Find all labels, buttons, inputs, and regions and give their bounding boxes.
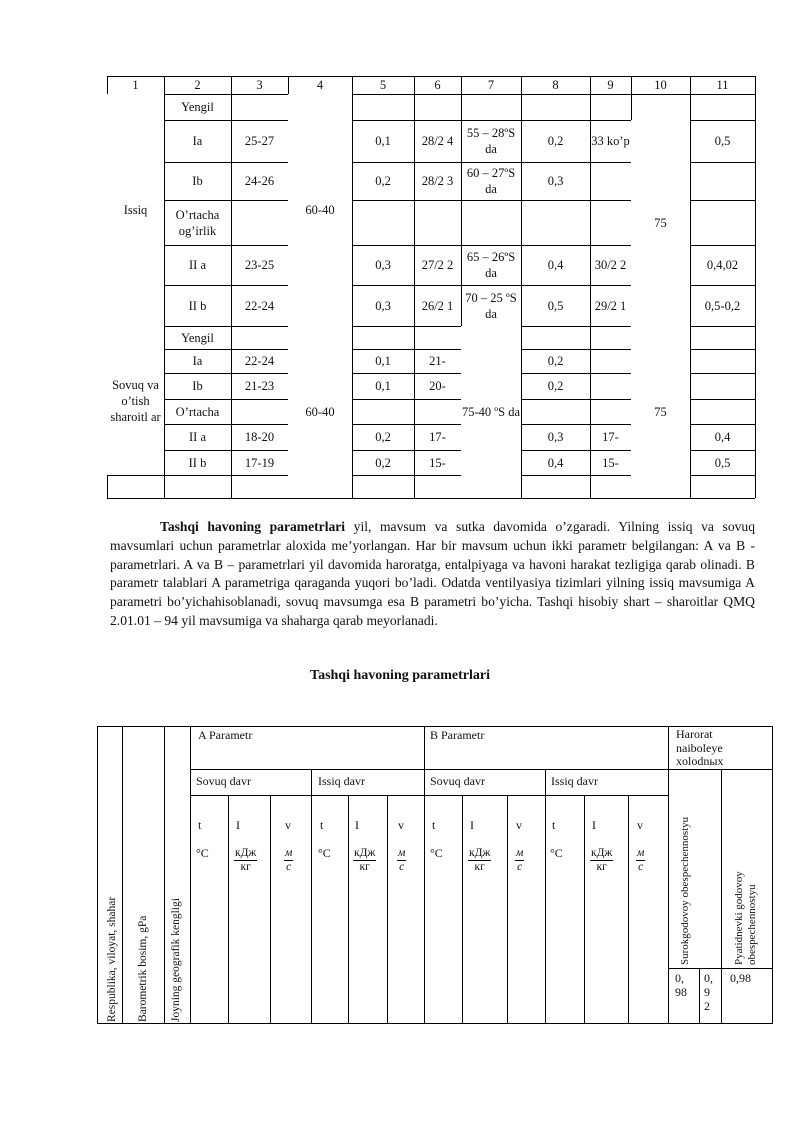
header-5: 5 — [379, 78, 387, 92]
sovuq-row-5-c8: 0,3 — [547, 430, 564, 444]
i-unit-top: кДж — [354, 847, 376, 859]
v-unit-top: м — [398, 847, 406, 859]
a-issiq-v-unit — [397, 847, 406, 874]
b-issiq-i-unit — [590, 847, 613, 874]
issiq-row-2-c8: 0,2 — [547, 134, 564, 148]
b-sovuq-davr: Sovuq davr — [430, 774, 485, 788]
issiq-row-4-c2: O’rtacha og’irlik — [175, 207, 220, 238]
v-unit-bottom: с — [517, 861, 523, 873]
body-paragraph — [110, 518, 755, 631]
sovuq-row-5-c5: 0,2 — [375, 430, 391, 444]
issiq-c4: 60-40 — [288, 94, 352, 326]
issiq-row-1-c2: Yengil — [181, 100, 214, 114]
a-issiq-i-unit — [353, 847, 376, 874]
issiq-row-3-c6: 28/2 3 — [421, 174, 454, 188]
sovuq-row-5-c6: 17- — [429, 430, 446, 444]
v-unit-top: м — [637, 847, 645, 859]
sovuq-row-2-c5: 0,1 — [375, 354, 391, 368]
sovuq-row-2-c8: 0,2 — [547, 354, 564, 368]
i-unit-top: кДж — [469, 847, 491, 859]
sutok-header: Surokgodovoy obespechennostyu — [679, 816, 691, 965]
b-issiq-t: t — [552, 818, 556, 832]
sovuq-row-5-c9: 17- — [602, 430, 619, 444]
i-unit-bottom: кг — [359, 861, 370, 873]
issiq-row-5-c7: 65 – 26ºS da — [466, 250, 516, 280]
issiq-row-6-c11: 0,5-0,2 — [704, 298, 741, 313]
b-issiq-davr: Issiq davr — [551, 774, 598, 788]
issiq-row-5-c9: 30/2 2 — [594, 258, 627, 272]
sovuq-row-6-c9: 15- — [602, 455, 619, 470]
param-b: B Parametr — [430, 728, 485, 742]
issiq-row-3-c8: 0,3 — [547, 174, 564, 188]
v-unit-bottom: с — [399, 861, 405, 873]
b-issiq-v: v — [637, 818, 643, 832]
issiq-row-3-c2: Ib — [192, 174, 203, 188]
issiq-row-5-c11: 0,4,02 — [706, 258, 739, 272]
issiq-row-5-c2: II a — [189, 258, 206, 272]
a-sovuq-v-unit — [284, 847, 293, 874]
header-3: 3 — [256, 78, 263, 92]
header-9: 9 — [607, 78, 614, 92]
a-issiq-t: t — [320, 818, 324, 832]
v-unit-top: м — [516, 847, 524, 859]
sovuq-row-3-c6: 20- — [429, 379, 446, 393]
sovuq-row-6-c6: 15- — [429, 455, 446, 470]
sovuq-c4: 60-40 — [288, 326, 352, 498]
value-098b: 0,98 — [730, 971, 751, 985]
b-sovuq-t: t — [432, 818, 436, 832]
issiq-row-2-c7: 55 – 28ºS da — [466, 126, 516, 156]
value-098: 0, 98 — [675, 971, 687, 999]
i-unit-top: кДж — [591, 847, 613, 859]
i-unit-top: кДж — [235, 847, 257, 859]
sovuq-c10: 75 — [631, 326, 690, 498]
issiq-row-6-c3: 22-24 — [244, 298, 275, 313]
a-issiq-i: I — [355, 818, 359, 832]
v-unit-top: м — [285, 847, 293, 859]
issiq-row-2-c2: Ia — [192, 134, 203, 148]
issiq-row-2-c3: 25-27 — [244, 134, 275, 148]
a-sovuq-i: I — [236, 818, 240, 832]
col-latitude: Joyning geografik kengligi — [170, 898, 182, 1022]
issiq-row-6-c6: 26/2 1 — [421, 298, 454, 313]
b-issiq-t-unit: °C — [550, 846, 563, 860]
sovuq-row-5-c2: II a — [189, 430, 206, 444]
v-unit-bottom: с — [286, 861, 292, 873]
issiq-row-2-c6: 28/2 4 — [421, 134, 454, 148]
issiq-row-6-c7: 70 – 25 ºS da — [465, 290, 517, 321]
issiq-row-5-c6: 27/2 2 — [421, 258, 454, 272]
issiq-row-2-c5: 0,1 — [375, 134, 391, 148]
issiq-c10: 75 — [631, 120, 690, 326]
issiq-row-5-c5: 0,3 — [375, 258, 391, 272]
harorat-header: Harorat naiboleye xolodnых — [676, 727, 724, 768]
a-issiq-t-unit: °C — [318, 846, 331, 860]
sovuq-label: Sovuq va o’tish sharoitl ar — [107, 326, 164, 475]
header-6: 6 — [434, 78, 441, 92]
issiq-row-3-c5: 0,2 — [375, 174, 391, 188]
sovuq-row-2-c2: Ia — [192, 354, 203, 368]
value-092: 0, 9 2 — [704, 971, 713, 1013]
a-sovuq-t-unit: °C — [196, 846, 209, 860]
header-2: 2 — [194, 78, 201, 92]
sovuq-row-6-c11: 0,5 — [714, 455, 731, 470]
issiq-row-2-c9: 33 ko’p — [591, 134, 630, 148]
b-issiq-v-unit — [636, 847, 645, 874]
header-10: 10 — [654, 78, 667, 92]
issiq-row-6-c5: 0,3 — [375, 298, 391, 313]
header-11: 11 — [716, 78, 729, 92]
b-issiq-i: I — [592, 818, 596, 832]
b-sovuq-v-unit — [515, 847, 524, 874]
sovuq-row-5-c11: 0,4 — [714, 430, 731, 444]
i-unit-bottom: кг — [596, 861, 607, 873]
issiq-row-3-c7: 60 – 27ºS da — [466, 166, 516, 196]
issiq-row-6-c2: II b — [188, 298, 207, 313]
issiq-row-3-c3: 24-26 — [244, 174, 275, 188]
sovuq-row-5-c3: 18-20 — [244, 430, 275, 444]
a-sovuq-i-unit — [234, 847, 257, 874]
sovuq-row-2-c6: 21- — [429, 354, 446, 368]
sovuq-row-1-c2: Yengil — [181, 330, 214, 345]
issiq-label: Issiq — [107, 94, 164, 326]
header-7: 7 — [487, 78, 495, 92]
header-1: 1 — [132, 78, 139, 92]
sovuq-row-3-c3: 21-23 — [244, 379, 275, 393]
v-unit-bottom: с — [638, 861, 644, 873]
sovuq-row-6-c2: II b — [188, 455, 207, 470]
b-sovuq-i-unit — [468, 847, 491, 874]
paragraph-text: yil, mavsum va sutka davomida o’zgaradi. Yilning issiq va sovuq mavsumlari uchun parametrlar aloxida me’yorlangan. Har bir mavsum uchun ikki parametr belgilangan: A va B - parametrlari. A va B – parametrlari yil davomida haroratga, entalpiyaga va havoni harakat tezligiga qarab olinadi. B parametr talablari A parametriga qaraganda yuqori bo’ladi. Odatda ventilyasiya tizimlari yilning issiq mavsumiga A parametri bo’yichahisoblanadi, sovuq mavsumga esa B parametri bo’yicha. Tashqi hisobiy shart – sharoitlar QMQ 2.01.01 – 94 yil mavsumiga va shaharga qarab meyorlanadi. — [110, 519, 756, 628]
sovuq-row-3-c5: 0,1 — [375, 379, 391, 393]
issiq-row-6-c9: 29/2 1 — [594, 298, 627, 313]
col-pressure: Barometrik bosim, gPa — [137, 915, 149, 1022]
issiq-row-2-c11: 0,5 — [714, 134, 731, 148]
issiq-row-5-c8: 0,4 — [547, 258, 564, 272]
param-a: A Parametr — [198, 728, 253, 742]
sovuq-row-3-c2: Ib — [192, 379, 203, 393]
header-8: 8 — [552, 78, 559, 92]
i-unit-bottom: кг — [474, 861, 485, 873]
sovuq-row-6-c3: 17-19 — [244, 455, 275, 470]
sovuq-row-3-c8: 0,2 — [547, 379, 564, 393]
sovuq-c7: 75-40 ºS da — [461, 326, 521, 498]
a-issiq-davr: Issiq davr — [318, 774, 365, 788]
paragraph-lead: Tashqi havoning parametrlari — [160, 519, 346, 534]
col-region: Respublika, viloyat, shahar — [106, 896, 118, 1022]
b-sovuq-t-unit: °C — [430, 846, 443, 860]
sovuq-row-6-c8: 0,4 — [547, 455, 564, 470]
issiq-row-5-c3: 23-25 — [244, 258, 275, 272]
a-sovuq-davr: Sovuq davr — [196, 774, 251, 788]
a-sovuq-v: v — [285, 818, 291, 832]
header-4: 4 — [316, 78, 324, 92]
sovuq-row-6-c5: 0,2 — [375, 455, 391, 470]
b-sovuq-v: v — [516, 818, 522, 832]
sovuq-row-4-c2: O’rtacha — [175, 404, 220, 419]
a-sovuq-t: t — [198, 818, 202, 832]
sovuq-row-2-c3: 22-24 — [244, 354, 275, 368]
section-title: Tashqi havoning parametrlari — [310, 668, 490, 683]
i-unit-bottom: кг — [240, 861, 251, 873]
issiq-row-6-c8: 0,5 — [547, 298, 564, 313]
b-sovuq-i: I — [470, 818, 474, 832]
a-issiq-v: v — [398, 818, 404, 832]
pyatid-header: Pyatidnevki godovoy obespechennostyu — [733, 871, 758, 965]
